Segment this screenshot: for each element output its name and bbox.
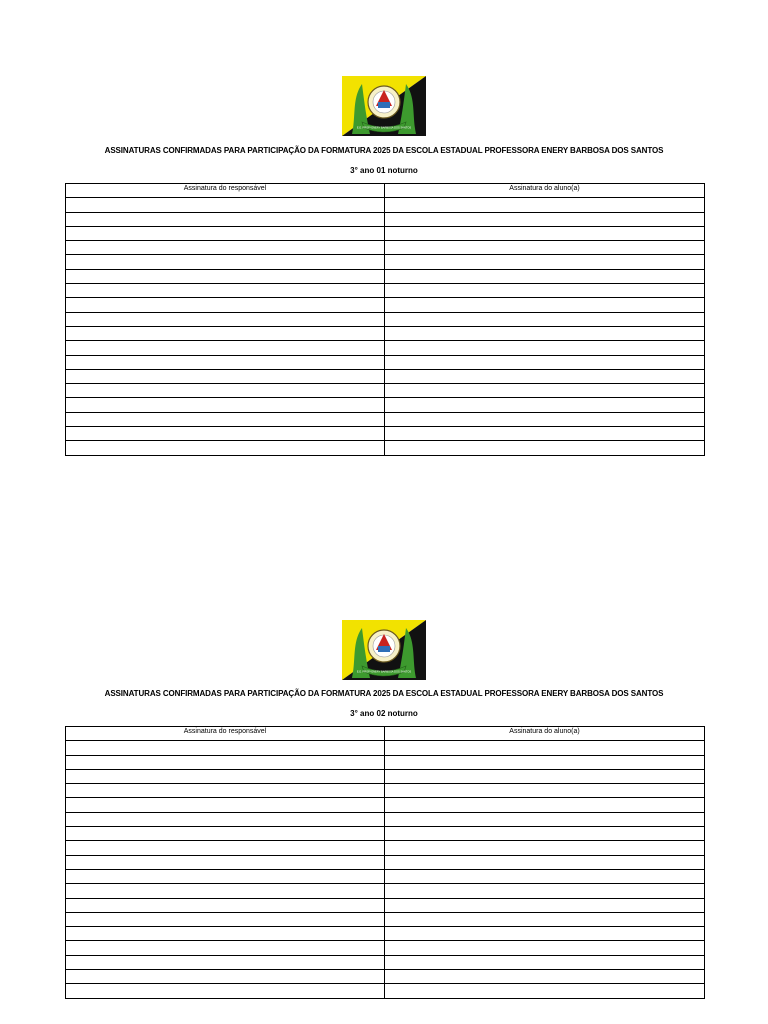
table-row xyxy=(66,755,705,769)
column-header-student: Assinatura do aluno(a) xyxy=(385,184,705,198)
table-row xyxy=(66,912,705,926)
signature-table-1 xyxy=(65,183,705,456)
table-row xyxy=(66,898,705,912)
student-signature-cell[interactable] xyxy=(385,384,705,398)
student-signature-cell[interactable] xyxy=(385,326,705,340)
table-header-row xyxy=(66,727,705,741)
table-row xyxy=(66,341,705,355)
guardian-signature-cell[interactable] xyxy=(66,912,385,926)
guardian-signature-cell[interactable] xyxy=(66,441,385,455)
guardian-signature-cell[interactable] xyxy=(66,355,385,369)
student-signature-cell[interactable] xyxy=(385,784,705,798)
logo-ribbon-text: E.E. PROFª ENERY BARBOSA DOS SANTOS xyxy=(356,670,412,674)
student-signature-cell[interactable] xyxy=(385,941,705,955)
class-name: 3° ano 01 noturno xyxy=(350,166,418,175)
table-row xyxy=(66,784,705,798)
table-row xyxy=(66,798,705,812)
guardian-signature-cell[interactable] xyxy=(66,384,385,398)
student-signature-cell[interactable] xyxy=(385,441,705,455)
guardian-signature-cell[interactable] xyxy=(66,898,385,912)
table-row xyxy=(66,255,705,269)
class-name: 3° ano 02 noturno xyxy=(350,709,418,718)
guardian-signature-cell[interactable] xyxy=(66,955,385,969)
student-signature-cell[interactable] xyxy=(385,226,705,240)
document-title: ASSINATURAS CONFIRMADAS PARA PARTICIPAÇÃO DA FORMATURA 2025 DA ESCOLA ESTADUAL PROFESSORA ENERY BARBOSA DOS SANTOS xyxy=(104,146,664,155)
guardian-signature-cell[interactable] xyxy=(66,412,385,426)
column-header-guardian: Assinatura do responsável xyxy=(66,184,385,198)
student-signature-cell[interactable] xyxy=(385,241,705,255)
guardian-signature-cell[interactable] xyxy=(66,970,385,984)
document-title: ASSINATURAS CONFIRMADAS PARA PARTICIPAÇÃO DA FORMATURA 2025 DA ESCOLA ESTADUAL PROFESSORA ENERY BARBOSA DOS SANTOS xyxy=(104,689,664,698)
table-row xyxy=(66,284,705,298)
school-crest-icon xyxy=(342,620,426,680)
table-row xyxy=(66,269,705,283)
student-signature-cell[interactable] xyxy=(385,284,705,298)
table-row xyxy=(66,941,705,955)
table-row xyxy=(66,841,705,855)
student-signature-cell[interactable] xyxy=(385,355,705,369)
table-row xyxy=(66,398,705,412)
student-signature-cell[interactable] xyxy=(385,827,705,841)
table-row xyxy=(66,855,705,869)
student-signature-cell[interactable] xyxy=(385,812,705,826)
logo-ribbon-text: E.E. PROFª ENERY BARBOSA DOS SANTOS xyxy=(356,126,412,130)
school-crest-icon xyxy=(342,76,426,136)
student-signature-cell[interactable] xyxy=(385,927,705,941)
guardian-signature-cell[interactable] xyxy=(66,341,385,355)
table-row xyxy=(66,869,705,883)
guardian-signature-cell[interactable] xyxy=(66,312,385,326)
guardian-signature-cell[interactable] xyxy=(66,798,385,812)
guardian-signature-cell[interactable] xyxy=(66,941,385,955)
table-row xyxy=(66,427,705,441)
table-row xyxy=(66,412,705,426)
table-row xyxy=(66,369,705,383)
table-row xyxy=(66,927,705,941)
student-signature-cell[interactable] xyxy=(385,341,705,355)
school-logo xyxy=(342,620,426,680)
guardian-signature-cell[interactable] xyxy=(66,212,385,226)
table-row xyxy=(66,198,705,212)
student-signature-cell[interactable] xyxy=(385,955,705,969)
guardian-signature-cell[interactable] xyxy=(66,284,385,298)
table-row xyxy=(66,355,705,369)
guardian-signature-cell[interactable] xyxy=(66,884,385,898)
student-signature-cell[interactable] xyxy=(385,269,705,283)
guardian-signature-cell[interactable] xyxy=(66,841,385,855)
guardian-signature-cell[interactable] xyxy=(66,398,385,412)
signature-rows-1 xyxy=(66,198,705,455)
student-signature-cell[interactable] xyxy=(385,769,705,783)
student-signature-cell[interactable] xyxy=(385,312,705,326)
table-row xyxy=(66,984,705,998)
guardian-signature-cell[interactable] xyxy=(66,984,385,998)
table-row xyxy=(66,769,705,783)
guardian-signature-cell[interactable] xyxy=(66,198,385,212)
table-row xyxy=(66,326,705,340)
student-signature-cell[interactable] xyxy=(385,855,705,869)
table-row xyxy=(66,884,705,898)
student-signature-cell[interactable] xyxy=(385,912,705,926)
table-row xyxy=(66,970,705,984)
guardian-signature-cell[interactable] xyxy=(66,369,385,383)
table-row xyxy=(66,226,705,240)
table-row xyxy=(66,812,705,826)
signature-table-2 xyxy=(65,726,705,999)
student-signature-cell[interactable] xyxy=(385,212,705,226)
table-row xyxy=(66,955,705,969)
table-row xyxy=(66,312,705,326)
guardian-signature-cell[interactable] xyxy=(66,226,385,240)
table-row xyxy=(66,441,705,455)
student-signature-cell[interactable] xyxy=(385,255,705,269)
student-signature-cell[interactable] xyxy=(385,841,705,855)
table-row xyxy=(66,212,705,226)
school-logo xyxy=(342,76,426,136)
student-signature-cell[interactable] xyxy=(385,298,705,312)
guardian-signature-cell[interactable] xyxy=(66,827,385,841)
guardian-signature-cell[interactable] xyxy=(66,741,385,755)
table-row xyxy=(66,741,705,755)
guardian-signature-cell[interactable] xyxy=(66,784,385,798)
table-row xyxy=(66,827,705,841)
guardian-signature-cell[interactable] xyxy=(66,269,385,283)
student-signature-cell[interactable] xyxy=(385,427,705,441)
table-row xyxy=(66,298,705,312)
student-signature-cell[interactable] xyxy=(385,898,705,912)
student-signature-cell[interactable] xyxy=(385,412,705,426)
guardian-signature-cell[interactable] xyxy=(66,855,385,869)
table-row xyxy=(66,241,705,255)
guardian-signature-cell[interactable] xyxy=(66,326,385,340)
column-header-guardian: Assinatura do responsável xyxy=(66,727,385,741)
student-signature-cell[interactable] xyxy=(385,970,705,984)
signature-rows-2 xyxy=(66,741,705,998)
student-signature-cell[interactable] xyxy=(385,741,705,755)
student-signature-cell[interactable] xyxy=(385,755,705,769)
column-header-student: Assinatura do aluno(a) xyxy=(385,727,705,741)
guardian-signature-cell[interactable] xyxy=(66,298,385,312)
student-signature-cell[interactable] xyxy=(385,398,705,412)
guardian-signature-cell[interactable] xyxy=(66,427,385,441)
student-signature-cell[interactable] xyxy=(385,798,705,812)
student-signature-cell[interactable] xyxy=(385,869,705,883)
guardian-signature-cell[interactable] xyxy=(66,769,385,783)
student-signature-cell[interactable] xyxy=(385,984,705,998)
student-signature-cell[interactable] xyxy=(385,884,705,898)
guardian-signature-cell[interactable] xyxy=(66,869,385,883)
guardian-signature-cell[interactable] xyxy=(66,241,385,255)
student-signature-cell[interactable] xyxy=(385,198,705,212)
table-row xyxy=(66,384,705,398)
guardian-signature-cell[interactable] xyxy=(66,927,385,941)
guardian-signature-cell[interactable] xyxy=(66,812,385,826)
guardian-signature-cell[interactable] xyxy=(66,755,385,769)
guardian-signature-cell[interactable] xyxy=(66,255,385,269)
table-header-row xyxy=(66,184,705,198)
student-signature-cell[interactable] xyxy=(385,369,705,383)
